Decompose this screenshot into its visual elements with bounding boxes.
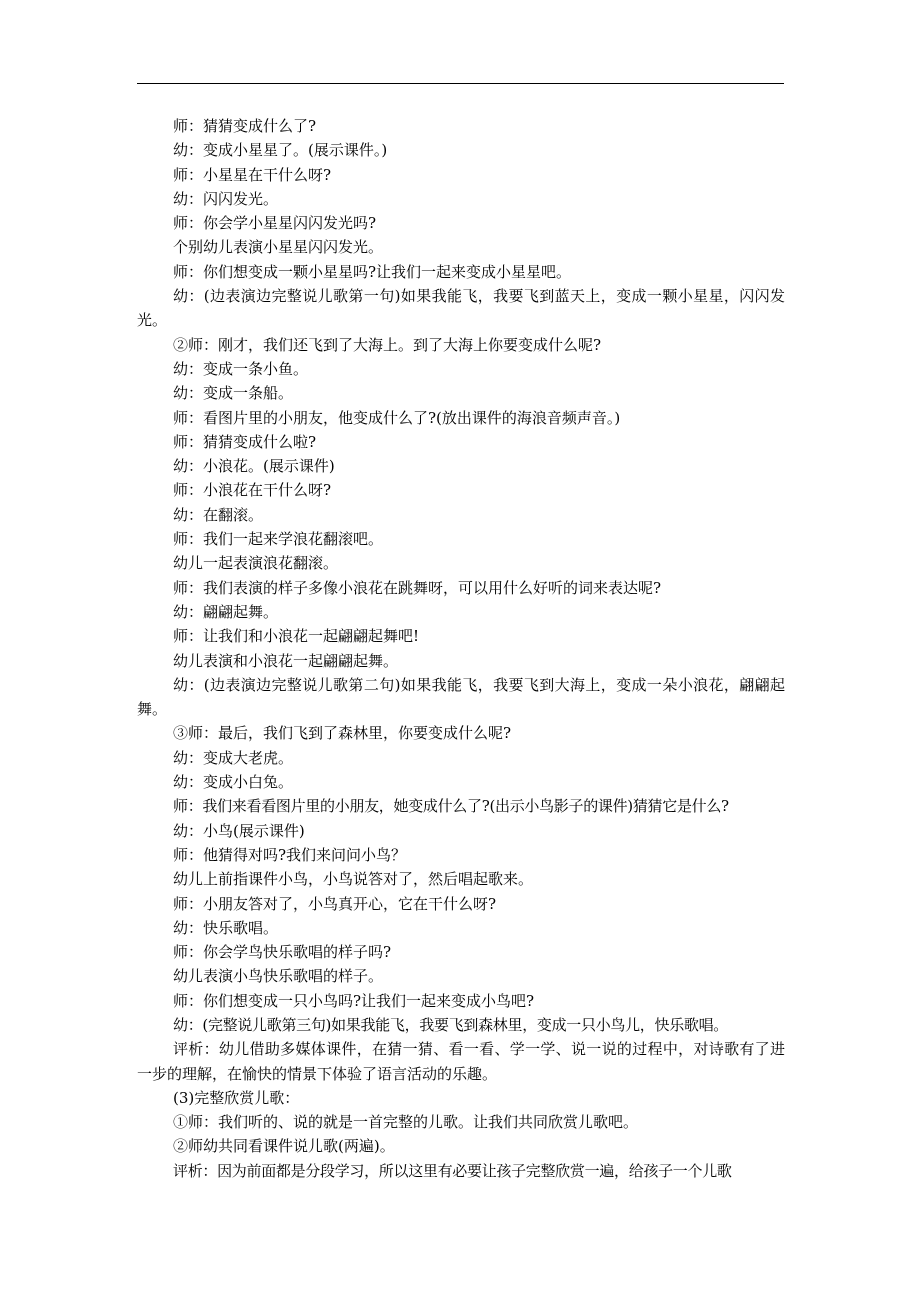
paragraph: 幼儿表演和小浪花一起翩翩起舞。: [173, 651, 399, 670]
paragraph: 师：看图片里的小朋友，他变成什么了?(放出课件的海浪音频声音。): [173, 408, 621, 427]
paragraph: ③师：最后，我们飞到了森林里，你要变成什么呢?: [173, 724, 512, 743]
paragraph: 幼：变成大老虎。: [173, 748, 294, 767]
paragraph: 幼：快乐歌唱。: [173, 918, 279, 937]
paragraph: ②师：刚才，我们还飞到了大海上。到了大海上你要变成什么呢?: [173, 335, 602, 354]
paragraph: 幼：(边表演边完整说儿歌第一句)如果我能飞，我要飞到蓝天上，变成一颗小星星，闪闪发光。: [137, 287, 785, 330]
paragraph: 幼儿一起表演浪花翻滚。: [173, 554, 339, 573]
paragraph: 师：猜猜变成什么啦?: [173, 432, 317, 451]
paragraph: 师：小星星在干什么呀?: [173, 165, 332, 184]
paragraph: 师：我们表演的样子多像小浪花在跳舞呀，可以用什么好听的词来表达呢?: [173, 578, 662, 597]
paragraph: 幼：翩翩起舞。: [173, 602, 279, 621]
paragraph: 师：小朋友答对了，小鸟真开心，它在干什么呀?: [173, 894, 497, 913]
paragraph: 师：你们想变成一颗小星星吗?让我们一起来变成小星星吧。: [173, 262, 572, 281]
paragraph: 师：他猜得对吗?我们来问问小鸟？: [173, 845, 407, 864]
paragraph: 师：你会学鸟快乐歌唱的样子吗?: [173, 943, 392, 962]
paragraph: 师：你们想变成一只小鸟吗?让我们一起来变成小鸟吧?: [173, 991, 535, 1010]
paragraph: 幼：(完整说儿歌第三句)如果我能飞，我要飞到森林里，变成一只小鸟儿，快乐歌唱。: [173, 1015, 729, 1034]
paragraph: 幼：小浪花。(展示课件): [173, 457, 335, 476]
paragraph: 师：猜猜变成什么了?: [173, 117, 317, 135]
paragraph: 幼儿上前指课件小鸟，小鸟说答对了，然后唱起歌来。: [173, 870, 534, 889]
paragraph: 师：你会学小星星闪闪发光吗?: [173, 214, 377, 233]
paragraph: 幼儿表演小鸟快乐歌唱的样子。: [173, 967, 384, 986]
paragraph: (3)完整欣赏儿歌：: [173, 1088, 300, 1107]
document-body: [137, 114, 785, 1183]
paragraph: 评析：因为前面都是分段学习，所以这里有必要让孩子完整欣赏一遍，给孩子一个儿歌: [173, 1161, 732, 1180]
paragraph: 幼：(边表演边完整说儿歌第二句)如果我能飞，我要飞到大海上，变成一朵小浪花，翩翩起舞。: [137, 675, 785, 719]
paragraph: 个别幼儿表演小星星闪闪发光。: [173, 238, 384, 257]
header-rule: [137, 83, 784, 84]
paragraph: 师：我们来看看图片里的小朋友，她变成什么了?(出示小鸟影子的课件)猜猜它是什么?: [173, 797, 729, 816]
paragraph: 师：我们一起来学浪花翻滚吧。: [173, 530, 384, 549]
paragraph: 师：让我们和小浪花一起翩翩起舞吧!: [173, 627, 420, 646]
paragraph: 幼：在翻滚。: [173, 505, 264, 524]
paragraph: 幼：闪闪发光。: [173, 189, 279, 208]
paragraph: 幼：变成一条小鱼。: [173, 359, 309, 378]
paragraph: ①师：我们听的、说的就是一首完整的儿歌。让我们共同欣赏儿歌吧。: [173, 1113, 639, 1132]
paragraph: 幼：变成小星星了。(展示课件。): [173, 141, 388, 160]
paragraph: ②师幼共同看课件说儿歌(两遍)。: [173, 1137, 395, 1156]
paragraph: 幼：变成小白兔。: [173, 773, 294, 792]
paragraph: 评析：幼儿借助多媒体课件，在猜一猜、看一看、学一学、说一说的过程中，对诗歌有了进一步的理解，在愉快的情景下体验了语言活动的乐趣。: [137, 1040, 785, 1083]
paragraph: 幼：小鸟(展示课件): [173, 821, 305, 840]
paragraph: 幼：变成一条船。: [173, 384, 294, 403]
paragraph: 师：小浪花在干什么呀?: [173, 481, 332, 500]
